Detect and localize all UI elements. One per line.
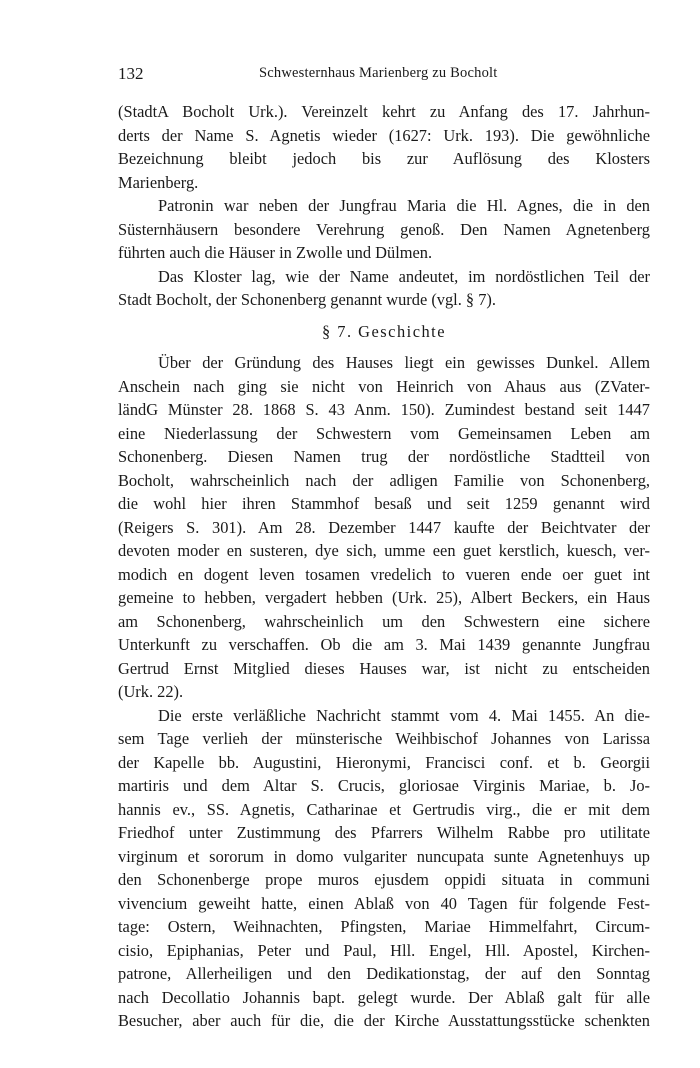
page-number: 132 [118,64,144,83]
text-line: Süsternhäusern besondere Verehrung genoß. Den Namen Agnetenberg [118,219,650,239]
body-text [118,100,650,1033]
text-line: modich en dogent leven tosamen vredelich to vueren ende oer guet int [118,564,650,584]
text-line: cisio, Epiphanias, Peter und Paul, Hll. Engel, Hll. Apostel, Kirchen- [118,940,650,960]
text-line: Patronin war neben der Jungfrau Maria die Hl. Agnes, die in den [158,196,650,215]
text-line: (Reigers S. 301). Am 28. Dezember 1447 kaufte der Beichtvater der [118,517,650,537]
text-line: Stadt Bocholt, der Schonenberg genannt wurde (vgl. § 7). [118,290,496,309]
text-line: Bocholt, wahrscheinlich nach der adligen Familie von Schonenberg, [118,470,650,490]
text-line: Über der Gründung des Hauses liegt ein gewisses Dunkel. Allem [158,353,650,372]
text-line: hannis ev., SS. Agnetis, Catharinae et Gertrudis virg., die er mit dem [118,799,650,819]
text-line: virginum et sororum in domo vulgariter nuncupata sunte Agnetenhuys up [118,846,650,866]
text-line: (StadtA Bocholt Urk.). Vereinzelt kehrt zu Anfang des 17. Jahrhun- [118,102,650,121]
text-line: Besucher, aber auch für die, die der Kirche Ausstattungsstücke schenkten [118,1011,650,1030]
text-line: eine Niederlassung der Schwestern vom Gemeinsamen Leben am [118,423,650,443]
text-line: gemeine to hebben, vergadert hebben (Urk. 25), Albert Beckers, ein Haus [118,588,650,607]
text-line: derts der Name S. Agnetis wieder (1627: Urk. 193). Die gewöhnliche [118,125,650,145]
text-line: am Schonenberg, wahrscheinlich um den Schwestern eine sichere [118,611,650,631]
text-line: nach Decollatio Johannis bapt. gelegt wurde. Der Ablaß galt für alle [118,987,650,1007]
text-line: führten auch die Häuser in Zwolle und Dülmen. [118,243,433,262]
text-line: Unterkunft zu verschaffen. Ob die am 3. Mai 1439 genannte Jungfrau [118,635,650,654]
text-line: Marienberg. [118,172,199,192]
text-line: patrone, Allerheiligen und den Dedikationstag, der auf den Sonntag [118,964,650,983]
text-line: Das Kloster lag, wie der Name andeutet, im nordöstlichen Teil der [158,266,650,286]
page-header [118,64,650,86]
text-line: tage: Ostern, Weihnachten, Pfingsten, Mariae Himmelfahrt, Circum- [118,917,650,936]
text-line: Gertrud Ernst Mitglied dieses Hauses war, ist nicht zu entscheiden [118,658,650,678]
text-line: den Schonenberge prope muros ejusdem oppidi situata in communi [118,870,650,889]
text-line: Bezeichnung bleibt jedoch bis zur Auflösung des Klosters [118,149,650,168]
text-line: Schonenberg. Diesen Namen trug der nordöstliche Stadtteil von [118,447,650,466]
text-line: die wohl hier ihren Stammhof besaß und seit 1259 genannt wird [118,494,650,513]
text-line: Friedhof unter Zustimmung des Pfarrers Wilhelm Rabbe pro utilitate [118,823,650,842]
text-line: vivencium geweiht hatte, einen Ablaß von 40 Tagen für folgende Fest- [118,893,650,913]
text-line: der Kapelle bb. Augustini, Hieronymi, Francisci conf. et b. Georgii [118,752,650,772]
text-line: sem Tage verlieh der münsterische Weihbischof Johannes von Larissa [118,729,650,748]
text-line: devoten moder en susteren, dye sich, umme een guet kerstlich, kuesch, ver- [118,541,650,560]
text-line: Anschein nach ging sie nicht von Heinrich von Ahaus aus (ZVater- [118,376,650,396]
section-heading: § 7. Geschichte [322,321,446,341]
text-line: Die erste verläßliche Nachricht stammt vom 4. Mai 1455. An die- [158,705,650,725]
text-line: (Urk. 22). [118,682,184,701]
running-head: Schwesternhaus Marienberg zu Bocholt [259,65,498,81]
text-line: ländG Münster 28. 1868 S. 43 Anm. 150). Zumindest bestand seit 1447 [118,400,650,419]
text-line: martiris und dem Altar S. Crucis, gloriosae Virginis Mariae, b. Jo- [118,776,650,795]
